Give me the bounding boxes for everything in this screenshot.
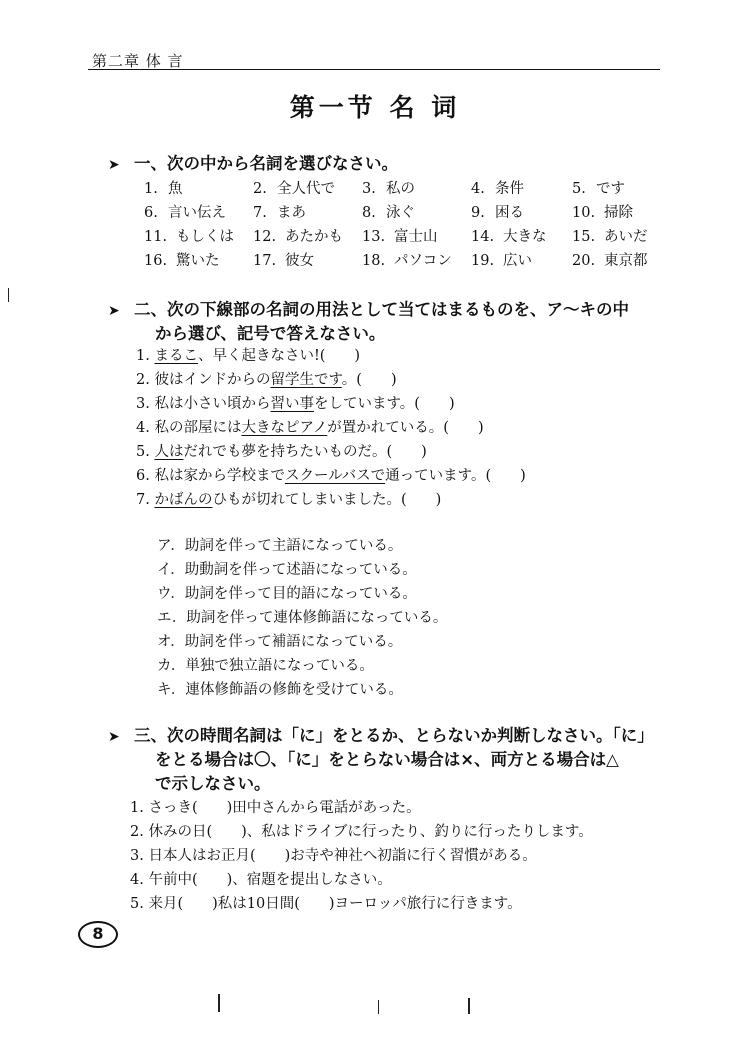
word-text: あたかも [285,229,343,245]
section3-title-line1: 三、次の時間名詞は「に」をとるか、とらないか判断しなさい。「に」 [134,726,654,745]
word-item [471,249,532,270]
word-item [362,201,415,222]
word-text: 掃除 [604,205,633,221]
section2-heading [108,296,629,320]
option-u: ウ．助詞を伴って目的語になっている。 [157,586,417,602]
word-text: 条件 [495,181,524,197]
question-number: 3. [136,396,150,412]
section1-title: 一、次の中から名詞を選びなさい。 [134,154,398,173]
option-a: ア．助詞を伴って主語になっている。 [157,538,403,554]
word-item [362,177,415,198]
word-item [253,201,306,222]
question-text: 。( ) [341,372,397,388]
question-text: 通っています。( ) [385,468,526,484]
word-number: 18. [362,253,386,269]
question-text: だれでも夢を持ちたいものだ。( ) [183,444,427,460]
option-e: エ．助詞を伴って連体修飾語になっている。 [157,610,448,626]
scan-mark [218,994,220,1012]
option-i: イ．助動詞を伴って述語になっている。 [157,562,417,578]
word-number: 16. [144,253,168,269]
word-number: 3. [362,181,376,197]
word-text: パソコン [394,253,452,269]
section3-title-line3: で示しなさい。 [155,774,271,793]
option-ka: カ．単独で独立語になっている。 [157,658,374,674]
word-number: 9. [471,205,485,221]
section2-title-line1: 二、次の下線部の名詞の用法として当てはまるものを、ア～キの中 [134,300,629,319]
underlined-noun: かばんの [154,492,213,508]
word-text: 大きな [503,229,547,245]
section2-title-line2: から選び、記号で答えなさい。 [155,324,386,343]
question-3 [136,392,455,413]
underlined-noun: まるこ [154,348,198,364]
word-item [471,177,524,198]
word-number: 10. [572,205,596,221]
section1-heading [108,150,398,174]
word-number: 1. [144,181,158,197]
underlined-noun: 大きなピアノ [241,420,328,436]
word-text: 広い [503,253,532,269]
word-text: 全人代で [277,181,335,197]
word-number: 11. [144,229,168,245]
word-number: 7. [253,205,267,221]
word-number: 17. [253,253,277,269]
word-text: 言い伝え [168,205,226,221]
question-7 [136,488,441,509]
underlined-noun: 習い事 [270,396,314,412]
word-item [144,225,234,246]
word-number: 2. [253,181,267,197]
option-ki: キ．連体修飾語の修飾を受けている。 [157,682,403,698]
word-text: 魚 [168,181,183,197]
question-text: 私の部屋には [154,420,242,436]
word-item [572,201,633,222]
word-number: 8. [362,205,376,221]
section-title: 第一节 名 词 [289,93,461,122]
question-text: 私は家から学校まで [154,468,285,484]
word-item [253,249,314,270]
word-item [471,201,524,222]
question-text: 彼はインドからの [154,372,271,388]
question-4 [136,416,484,437]
scan-mark [8,288,9,302]
question-number: 5. [136,444,150,460]
scan-mark [468,998,470,1014]
word-text: 彼女 [285,253,314,269]
question-text: 私は小さい頃から [154,396,271,412]
time-question-3: 3. 日本人はお正月( )お寺や神社へ初詣に行く習慣がある。 [130,848,537,864]
word-text: 私の [386,181,415,197]
page-number: 8 [78,921,118,948]
time-question-1: 1. さっき( )田中さんから電話があった。 [130,800,421,816]
question-number: 7. [136,492,150,508]
question-number: 2. [136,372,150,388]
header-rule [88,69,660,70]
question-text: 、早く起きなさい!( ) [197,348,361,364]
question-text: が置かれている。( ) [327,420,484,436]
time-question-5: 5. 来月( )私は10日間( )ヨーロッパ旅行に行きます。 [130,896,522,912]
question-6 [136,464,526,485]
section3-title-line2: をとる場合は〇、「に」をとらない場合は×、両方とる場合は△ [155,750,619,769]
question-text: をしています。( ) [313,396,455,412]
question-number: 4. [136,420,150,436]
word-text: 東京都 [604,253,648,269]
word-number: 19. [471,253,495,269]
question-2 [136,368,397,389]
word-text: もしくは [176,229,234,245]
word-item [572,249,648,270]
word-text: あいだ [604,229,648,245]
word-text: 泳ぐ [386,205,415,221]
arrow-icon: ➤ [108,157,120,173]
time-question-2: 2. 休みの日( )、私はドライブに行ったり、釣りに行ったりします。 [130,824,593,840]
arrow-icon: ➤ [108,303,120,319]
word-item [572,225,648,246]
word-number: 5. [572,181,586,197]
word-number: 6. [144,205,158,221]
scan-mark [378,1000,379,1014]
word-item [471,225,547,246]
word-item [144,249,220,270]
question-5 [136,440,427,461]
question-text: ひもが切れてしまいました。( ) [212,492,442,508]
word-number: 4. [471,181,485,197]
word-item [362,225,438,246]
word-text: 困る [495,205,524,221]
word-number: 15. [572,229,596,245]
chapter-header: 第二章 体 言 [92,52,184,70]
word-item [144,177,183,198]
arrow-icon: ➤ [108,729,120,745]
word-text: 驚いた [176,253,220,269]
word-number: 13. [362,229,386,245]
word-text: 富士山 [394,229,438,245]
question-1 [136,344,360,365]
word-number: 14. [471,229,495,245]
underlined-noun: スクールバスで [284,468,386,484]
option-o: オ．助詞を伴って補語になっている。 [157,634,403,650]
word-number: 20. [572,253,596,269]
question-number: 1. [136,348,150,364]
word-text: まあ [277,205,306,221]
word-item [572,177,625,198]
word-item [253,225,343,246]
time-question-4: 4. 午前中( )、宿題を提出しなさい。 [130,872,392,888]
word-number: 12. [253,229,277,245]
word-text: です [596,181,625,197]
underlined-noun: 人は [154,444,184,460]
word-item [144,201,226,222]
question-number: 6. [136,468,150,484]
section3-heading [108,722,654,746]
underlined-noun: 留学生です [270,372,342,388]
word-item [362,249,452,270]
word-item [253,177,335,198]
